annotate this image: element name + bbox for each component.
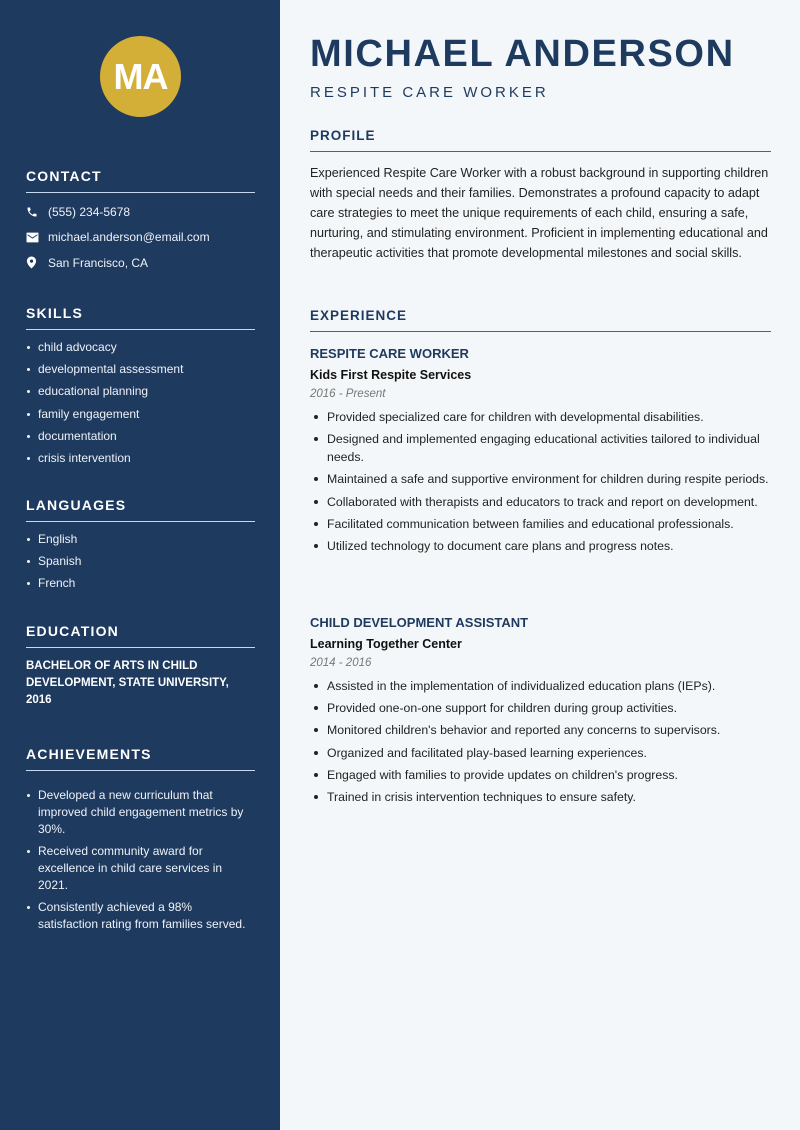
responsibilities-list: [310, 408, 771, 555]
languages-heading: LANGUAGES: [26, 497, 255, 522]
contact-phone: [26, 199, 255, 225]
responsibility-item: Provided one-on-one support for children during group activities.: [310, 699, 771, 717]
contact-email: [26, 225, 255, 251]
position-title: RESPITE CARE WORKER: [310, 346, 469, 361]
achievements-heading: ACHIEVEMENTS: [26, 746, 255, 771]
responsibility-item: Facilitated communication between families and educational professionals.: [310, 515, 771, 533]
phone-number: (555) 234-5678: [48, 204, 131, 219]
education-section: [26, 623, 255, 709]
contact-section: [26, 168, 255, 276]
employment-dates: 2016 - Present: [310, 388, 386, 400]
experience-entry: [310, 615, 771, 810]
avatar: [100, 36, 181, 117]
responsibility-item: Designed and implemented engaging educational activities tailored to individual needs.: [310, 430, 771, 466]
responsibility-item: Utilized technology to document care plans and progress notes.: [310, 537, 771, 555]
skill-item: family engagement: [26, 406, 255, 423]
location-pin-icon: [26, 256, 48, 269]
skill-item: developmental assessment: [26, 361, 255, 378]
experience-heading: EXPERIENCE: [310, 308, 771, 332]
responsibility-item: Maintained a safe and supportive environment for children during respite periods.: [310, 470, 771, 488]
degree: BACHELOR OF ARTS IN CHILD DEVELOPMENT, STATE UNIVERSITY, 2016: [26, 660, 229, 706]
experience-entry: [310, 346, 771, 559]
candidate-name: MICHAEL ANDERSON: [310, 33, 735, 75]
achievements-list: [26, 787, 255, 933]
phone-icon: [26, 206, 48, 218]
skill-item: crisis intervention: [26, 450, 255, 467]
achievement-item: Developed a new curriculum that improved child engagement metrics by 30%.: [26, 787, 255, 838]
position-title: CHILD DEVELOPMENT ASSISTANT: [310, 615, 529, 630]
sidebar: [0, 0, 280, 1130]
skill-item: child advocacy: [26, 339, 255, 356]
responsibility-item: Engaged with families to provide updates on children's progress.: [310, 766, 771, 784]
responsibility-item: Provided specialized care for children with developmental disabilities.: [310, 408, 771, 426]
profile-heading: PROFILE: [310, 128, 771, 152]
responsibility-item: Monitored children's behavior and reported any concerns to supervisors.: [310, 721, 771, 739]
company-name: Kids First Respite Services: [310, 368, 472, 382]
language-item: Spanish: [26, 553, 255, 570]
languages-list: [26, 531, 255, 592]
responsibility-item: Assisted in the implementation of individualized education plans (IEPs).: [310, 677, 771, 695]
responsibility-item: Trained in crisis intervention techniques to ensure safety.: [310, 788, 771, 806]
experience-section: [310, 308, 771, 332]
profile-section: [310, 128, 771, 263]
skills-heading: SKILLS: [26, 305, 255, 330]
profile-summary: Experienced Respite Care Worker with a robust background in supporting children with special needs and their families. Demonstrates a profound capacity to adapt care strategies to meet the unique requirements of each child, ensuring a safe, nurturing, and stimulating environment. Proficient in implementing educational and therapeutic activities that promote developmental milestones and social skills.: [310, 166, 769, 260]
avatar-initials: MA: [113, 55, 168, 97]
skill-item: documentation: [26, 428, 255, 445]
skills-list: [26, 339, 255, 467]
skills-section: [26, 305, 255, 472]
achievement-item: Consistently achieved a 98% satisfaction rating from families served.: [26, 899, 255, 933]
contact-location: [26, 250, 255, 276]
skill-item: educational planning: [26, 383, 255, 400]
mail-icon: [26, 232, 48, 243]
achievement-item: Received community award for excellence in child care services in 2021.: [26, 843, 255, 894]
languages-section: [26, 497, 255, 598]
responsibility-item: Collaborated with therapists and educators to track and report on development.: [310, 493, 771, 511]
employment-dates: 2014 - 2016: [310, 657, 372, 669]
company-name: Learning Together Center: [310, 637, 462, 651]
contact-heading: CONTACT: [26, 168, 255, 193]
achievements-section: [26, 746, 255, 938]
responsibilities-list: [310, 677, 771, 806]
job-title: RESPITE CARE WORKER: [310, 84, 549, 101]
language-item: English: [26, 531, 255, 548]
responsibility-item: Organized and facilitated play-based learning experiences.: [310, 744, 771, 762]
language-item: French: [26, 575, 255, 592]
location: San Francisco, CA: [48, 255, 149, 270]
education-heading: EDUCATION: [26, 623, 255, 648]
email-address: michael.anderson@email.com: [48, 230, 210, 245]
